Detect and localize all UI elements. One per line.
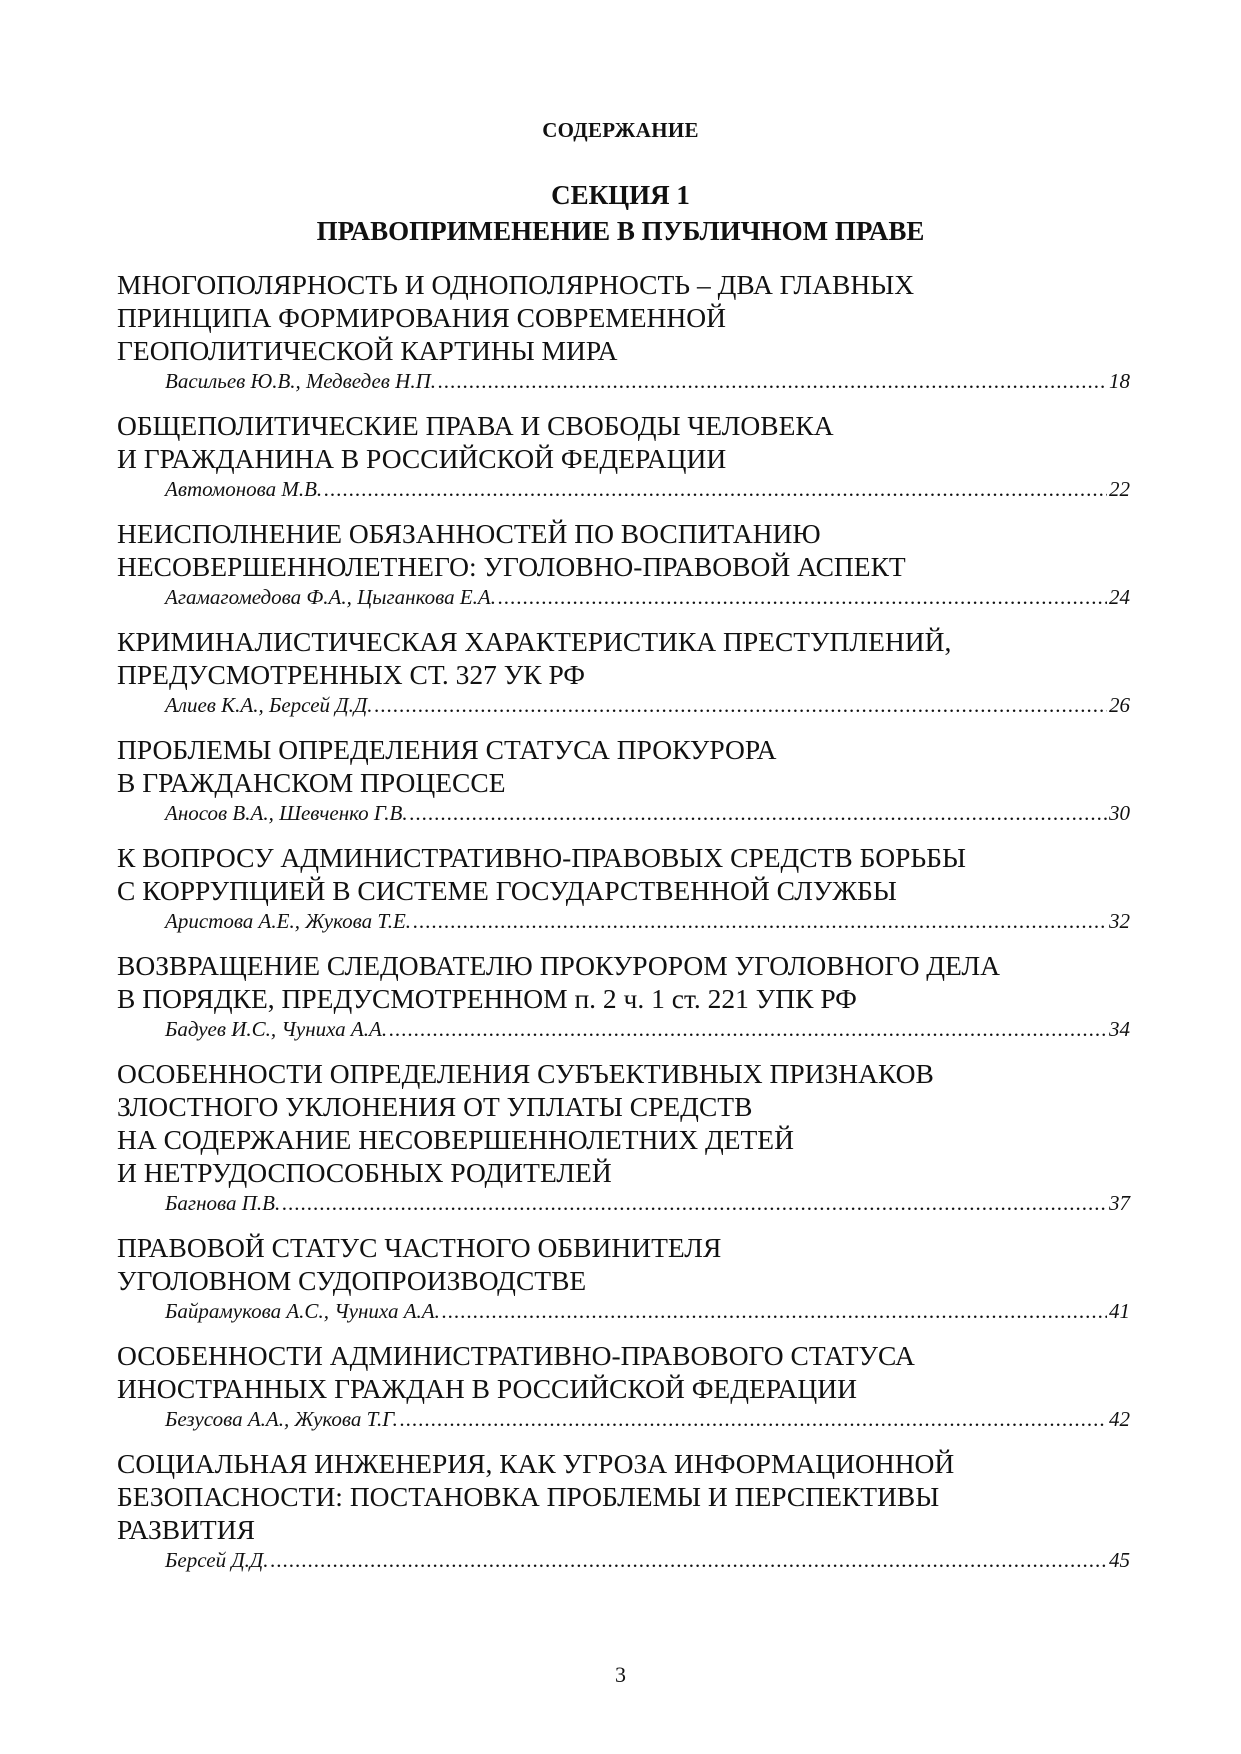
toc-entry: [117, 1339, 1130, 1434]
toc-entry-title-line: НЕСОВЕРШЕННОЛЕТНЕГО: УГОЛОВНО-ПРАВОВОЙ АСПЕКТ: [117, 551, 906, 582]
toc-entry-page: 26: [1109, 693, 1130, 717]
toc-entry-authors: Алиев К.А., Берсей Д.Д.: [165, 693, 373, 717]
dot-leader: [442, 1297, 1107, 1326]
toc-entry-title: [117, 841, 1130, 907]
toc-entry-authors: Агамагомедова Ф.А., Цыганкова Е.А.: [165, 585, 496, 609]
toc-entry-authors: Аристова А.Е., Жукова Т.Е.: [165, 909, 412, 933]
toc-entry-page: 42: [1109, 1407, 1130, 1431]
toc-entry-title-line: ВОЗВРАЩЕНИЕ СЛЕДОВАТЕЛЮ ПРОКУРОРОМ УГОЛОВНОГО ДЕЛА: [117, 950, 1001, 981]
toc-entry-title: [117, 1339, 1130, 1405]
toc-entry-authors: Автомонова М.В.: [165, 477, 323, 501]
toc-entry-title: [117, 1057, 1130, 1189]
toc-entry: [117, 1447, 1130, 1575]
toc-entry-reference: [117, 583, 1130, 612]
toc-entry-authors: Берсей Д.Д.: [165, 1548, 269, 1572]
toc-entry-title-line: МНОГОПОЛЯРНОСТЬ И ОДНОПОЛЯРНОСТЬ – ДВА ГЛАВНЫХ: [117, 269, 915, 300]
toc-entry-authors: Багнова П.В.: [165, 1191, 281, 1215]
toc-entry-title: [117, 268, 1130, 367]
toc-entry-page: 30: [1109, 801, 1130, 825]
toc-entry-reference: [117, 367, 1130, 396]
toc-entry: [117, 1057, 1130, 1218]
dot-leader: [410, 799, 1107, 828]
toc-entry-page: 41: [1109, 1299, 1130, 1323]
toc-entry-authors: Безусова А.А., Жукова Т.Г.: [165, 1407, 398, 1431]
toc-entry-title-line: ИНОСТРАННЫХ ГРАЖДАН В РОССИЙСКОЙ ФЕДЕРАЦИИ: [117, 1373, 857, 1404]
toc-entry-title-line: ЗЛОСТНОГО УКЛОНЕНИЯ ОТ УПЛАТЫ СРЕДСТВ: [117, 1091, 753, 1122]
toc-entry-title: [117, 517, 1130, 583]
toc-entry-title-line: НА СОДЕРЖАНИЕ НЕСОВЕРШЕННОЛЕТНИХ ДЕТЕЙ: [117, 1124, 794, 1155]
dot-leader: [438, 367, 1107, 396]
toc-entry-reference: [117, 1546, 1130, 1575]
toc-entry-title: [117, 1447, 1130, 1546]
dot-leader: [375, 691, 1108, 720]
toc-entry-title: [117, 949, 1130, 1015]
toc-entry: [117, 949, 1130, 1044]
section-label: СЕКЦИЯ 1: [551, 180, 690, 210]
dot-leader: [324, 475, 1107, 504]
dot-leader: [413, 907, 1107, 936]
toc-entry-title-line: ПРАВОВОЙ СТАТУС ЧАСТНОГО ОБВИНИТЕЛЯ: [117, 1232, 722, 1263]
dot-leader: [400, 1405, 1107, 1434]
toc-entry-title-line: БЕЗОПАСНОСТИ: ПОСТАНОВКА ПРОБЛЕМЫ И ПЕРСПЕКТИВЫ: [117, 1481, 940, 1512]
toc-entry-title: [117, 1231, 1130, 1297]
toc-entry-title-line: УГОЛОВНОМ СУДОПРОИЗВОДСТВЕ: [117, 1265, 587, 1296]
toc-entry-reference: [117, 907, 1130, 936]
toc-entry-title-line: РАЗВИТИЯ: [117, 1514, 255, 1545]
toc-entry-title-line: ОСОБЕННОСТИ ОПРЕДЕЛЕНИЯ СУБЪЕКТИВНЫХ ПРИЗНАКОВ: [117, 1058, 934, 1089]
toc-entry-page: 37: [1109, 1191, 1130, 1215]
dot-leader: [282, 1189, 1107, 1218]
toc-entry-page: 34: [1109, 1017, 1130, 1041]
toc-entry-authors: Байрамукова А.С., Чуниха А.А.: [165, 1299, 440, 1323]
toc-entry-title-line: ОБЩЕПОЛИТИЧЕСКИЕ ПРАВА И СВОБОДЫ ЧЕЛОВЕКА: [117, 410, 834, 441]
toc-entry-page: 24: [1109, 585, 1130, 609]
toc-entry-reference: [117, 1015, 1130, 1044]
toc-entry-reference: [117, 691, 1130, 720]
dot-leader: [498, 583, 1107, 612]
toc-entry: [117, 268, 1130, 396]
section-heading: [0, 177, 1241, 249]
toc-entry-title-line: К ВОПРОСУ АДМИНИСТРАТИВНО-ПРАВОВЫХ СРЕДСТВ БОРЬБЫ: [117, 842, 966, 873]
toc-entry-title-line: ОСОБЕННОСТИ АДМИНИСТРАТИВНО-ПРАВОВОГО СТАТУСА: [117, 1340, 915, 1371]
section-title: ПРАВОПРИМЕНЕНИЕ В ПУБЛИЧНОМ ПРАВЕ: [316, 216, 925, 246]
toc-entry-title-line: В ПОРЯДКЕ, ПРЕДУСМОТРЕННОМ п. 2 ч. 1 ст. 221 УПК РФ: [117, 983, 857, 1014]
toc-entry-authors: Аносов В.А., Шевченко Г.В.: [165, 801, 408, 825]
toc-entry-title-line: ПРЕДУСМОТРЕННЫХ СТ. 327 УК РФ: [117, 659, 585, 690]
toc-entry-title-line: В ГРАЖДАНСКОМ ПРОЦЕССЕ: [117, 767, 506, 798]
toc-entry: [117, 1231, 1130, 1326]
toc-entry-title-line: ГЕОПОЛИТИЧЕСКОЙ КАРТИНЫ МИРА: [117, 335, 618, 366]
toc-entry-page: 18: [1109, 369, 1130, 393]
toc-entry: [117, 625, 1130, 720]
dot-leader: [271, 1546, 1107, 1575]
toc-entry-title-line: ПРОБЛЕМЫ ОПРЕДЕЛЕНИЯ СТАТУСА ПРОКУРОРА: [117, 734, 777, 765]
toc-entry-title: [117, 409, 1130, 475]
toc-entry: [117, 841, 1130, 936]
dot-leader: [389, 1015, 1107, 1044]
page-title: СОДЕРЖАНИЕ: [542, 118, 699, 142]
toc-entry-authors: Васильев Ю.В., Медведев Н.П.: [165, 369, 436, 393]
toc-entry-reference: [117, 799, 1130, 828]
toc-entry-title-line: И ГРАЖДАНИНА В РОССИЙСКОЙ ФЕДЕРАЦИИ: [117, 443, 727, 474]
toc-entry-page: 32: [1109, 909, 1130, 933]
table-of-contents: [117, 268, 1130, 1588]
page-number: 3: [615, 1662, 626, 1687]
toc-entry-page: 22: [1109, 477, 1130, 501]
toc-entry-title-line: СОЦИАЛЬНАЯ ИНЖЕНЕРИЯ, КАК УГРОЗА ИНФОРМАЦИОННОЙ: [117, 1448, 955, 1479]
toc-entry: [117, 409, 1130, 504]
toc-entry-title-line: НЕИСПОЛНЕНИЕ ОБЯЗАННОСТЕЙ ПО ВОСПИТАНИЮ: [117, 518, 821, 549]
toc-entry-reference: [117, 475, 1130, 504]
toc-entry-page: 45: [1109, 1548, 1130, 1572]
toc-entry-authors: Бадуев И.С., Чуниха А.А.: [165, 1017, 388, 1041]
toc-entry-title-line: КРИМИНАЛИСТИЧЕСКАЯ ХАРАКТЕРИСТИКА ПРЕСТУПЛЕНИЙ,: [117, 626, 952, 657]
toc-entry-reference: [117, 1297, 1130, 1326]
toc-entry-title: [117, 733, 1130, 799]
toc-entry-title: [117, 625, 1130, 691]
toc-entry-title-line: ПРИНЦИПА ФОРМИРОВАНИЯ СОВРЕМЕННОЙ: [117, 302, 726, 333]
toc-entry: [117, 733, 1130, 828]
toc-entry-reference: [117, 1189, 1130, 1218]
toc-entry-title-line: И НЕТРУДОСПОСОБНЫХ РОДИТЕЛЕЙ: [117, 1157, 612, 1188]
toc-entry: [117, 517, 1130, 612]
toc-entry-reference: [117, 1405, 1130, 1434]
toc-entry-title-line: С КОРРУПЦИЕЙ В СИСТЕМЕ ГОСУДАРСТВЕННОЙ СЛУЖБЫ: [117, 875, 897, 906]
